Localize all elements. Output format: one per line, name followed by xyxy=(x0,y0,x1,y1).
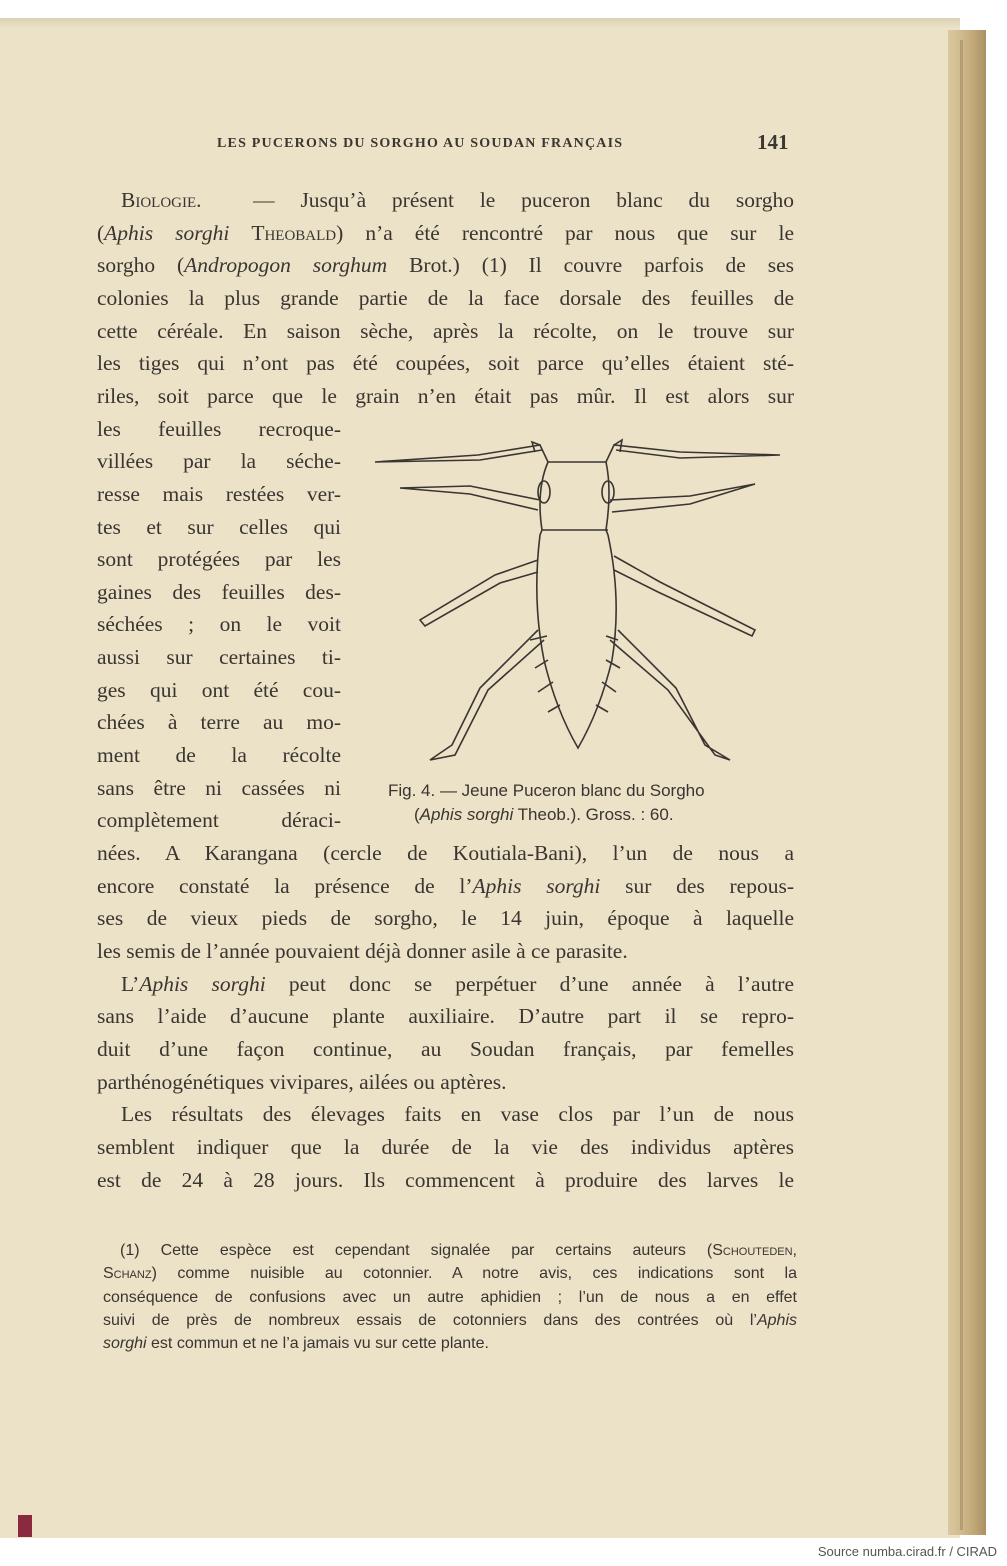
text-line xyxy=(97,708,341,736)
text-line xyxy=(97,447,341,475)
text-line xyxy=(97,1166,794,1194)
text-run: colonies la plus grande partie de la face dorsale des feuilles de xyxy=(97,285,794,310)
text-run: tes et sur celles qui xyxy=(97,514,341,539)
text-run: aussi sur certaines ti- xyxy=(97,645,341,670)
text-run: les tiges qui n’ont pas été coupées, soit parce qu’elles étaient sté- xyxy=(97,351,794,376)
text-run: suivi de près de nombreux essais de cotonniers dans des contrées où l’ xyxy=(103,1311,757,1329)
text-run: ment de la récolte xyxy=(97,743,341,768)
text-run: les semis de l’année pouvaient déjà donner asile à ce parasite. xyxy=(97,938,628,963)
text-run: conséquence de confusions avec un autre aphidien ; l’un de nous a en effet xyxy=(103,1288,797,1306)
source-credit: Source numba.cirad.fr / CIRAD xyxy=(817,1544,997,1559)
text-run: complètement déraci- xyxy=(97,808,341,833)
text-run: parthénogénétiques vivipares, ailées ou aptères. xyxy=(97,1069,507,1094)
text-run xyxy=(229,221,251,245)
text-run: Theob.). Gross. : 60. xyxy=(513,805,674,824)
binding-mark xyxy=(18,1515,32,1537)
text-line xyxy=(97,1068,794,1096)
text-run: ses de vieux pieds de sorgho, le 14 juin, époque à laquelle xyxy=(97,906,794,931)
text-line xyxy=(97,741,341,769)
text-run: duit d’une façon continue, au Soudan français, par femelles xyxy=(97,1036,794,1061)
small-caps-text: Theobald xyxy=(251,220,337,245)
text-line xyxy=(97,251,794,279)
text-run: L’ xyxy=(121,971,140,996)
italic-text: Aphis sorghi xyxy=(472,873,601,898)
text-run: villées par la séche- xyxy=(97,449,341,474)
italic-text: Andropogon sorghum xyxy=(184,253,388,278)
text-line xyxy=(97,676,341,704)
text-line xyxy=(121,186,794,214)
small-caps-text: Schouteden xyxy=(712,1242,793,1259)
text-line xyxy=(97,545,341,573)
text-run: (1) Cette espèce est cependant signalée par certains auteurs ( xyxy=(120,1242,713,1259)
text-run: , xyxy=(792,1242,797,1259)
text-line xyxy=(97,774,341,802)
running-title: LES PUCERONS DU SORGHO AU SOUDAN FRANÇAIS xyxy=(217,136,624,151)
text-run: est de 24 à 28 jours. Ils commencent à produire des larves le xyxy=(97,1167,794,1192)
text-line xyxy=(97,839,794,867)
text-run: ) n’a été rencontré par nous que sur le xyxy=(336,220,794,245)
text-run: ( xyxy=(414,805,420,824)
text-line xyxy=(97,937,794,965)
text-line xyxy=(97,578,341,606)
text-run: sont protégées par les xyxy=(97,547,341,572)
footnote-line xyxy=(103,1288,797,1308)
text-line xyxy=(97,1035,794,1063)
text-run: — Jusqu’à présent le puceron blanc du sorgho xyxy=(201,188,794,212)
text-run: Brot.) (1) Il couvre parfois de ses xyxy=(387,253,794,278)
text-line xyxy=(97,513,341,541)
aphid-legs xyxy=(400,484,755,760)
text-run: est commun et ne l’a jamais vu sur cette plante. xyxy=(146,1335,489,1353)
footnote-line xyxy=(103,1334,797,1354)
text-run: Fig. 4. — Jeune Puceron blanc du Sorgho xyxy=(388,781,705,800)
text-line xyxy=(97,317,794,345)
text-run: séchées ; on le voit xyxy=(97,612,341,637)
text-run: resse mais restées ver- xyxy=(97,481,341,506)
text-run: ges qui ont été cou- xyxy=(97,677,341,702)
italic-text: Aphis xyxy=(756,1311,797,1329)
text-line xyxy=(97,480,341,508)
text-line xyxy=(97,806,341,834)
text-line xyxy=(97,349,794,377)
text-line xyxy=(97,382,794,410)
italic-text: sorghi xyxy=(103,1335,147,1353)
text-run: riles, soit parce que le grain n’en était pas mûr. Il est alors sur xyxy=(97,383,794,408)
text-run: sur des repous- xyxy=(600,873,794,898)
text-run: chées à terre au mo- xyxy=(97,710,341,735)
small-caps-text: Schanz xyxy=(103,1265,152,1283)
small-caps-text: Biologie. xyxy=(121,188,202,212)
aphid-body xyxy=(530,462,620,748)
footnote-line xyxy=(120,1241,797,1261)
text-line xyxy=(97,610,341,638)
text-run: cette céréale. En saison sèche, après la récolte, on le trouve sur xyxy=(97,318,794,343)
text-run: sans l’aide d’aucune plante auxiliaire. D’autre part il se repro- xyxy=(97,1004,794,1029)
text-run: ) comme nuisible au cotonnier. A notre avis, ces indications sont la xyxy=(151,1265,797,1283)
text-line xyxy=(97,1002,794,1030)
text-line xyxy=(121,970,794,998)
text-run: peut donc se perpétuer d’une année à l’autre xyxy=(265,971,794,996)
page-edge-line xyxy=(960,40,963,1530)
text-run: ( xyxy=(97,220,105,245)
text-line xyxy=(97,415,341,443)
figure-caption-line-1 xyxy=(388,781,705,801)
text-run: nées. A Karangana (cercle de Koutiala-Bani), l’un de nous a xyxy=(97,841,794,865)
text-run: Les résultats des élevages faits en vase clos par l’un de nous xyxy=(121,1102,794,1127)
text-line xyxy=(97,872,794,900)
text-run: sans être ni cassées ni xyxy=(97,775,341,800)
page-number: 141 xyxy=(757,130,789,154)
italic-text: Aphis sorghi xyxy=(104,220,230,245)
text-run: gaines des feuilles des- xyxy=(97,579,341,604)
italic-text: Aphis sorghi xyxy=(419,805,514,824)
text-line xyxy=(97,643,341,671)
aphid-illustration xyxy=(365,430,795,770)
text-line xyxy=(97,284,794,312)
text-line xyxy=(97,1133,794,1161)
figure-caption-line-2 xyxy=(414,805,674,825)
footnote-line xyxy=(103,1311,797,1331)
text-run: les feuilles recroque- xyxy=(97,416,341,441)
page-top-shadow xyxy=(0,18,960,28)
aphid-antennae xyxy=(375,440,780,462)
text-run: encore constaté la présence de l’ xyxy=(97,873,473,898)
text-line xyxy=(97,904,794,932)
text-run: semblent indiquer que la durée de la vie des individus aptères xyxy=(97,1134,794,1159)
italic-text: Aphis sorghi xyxy=(139,971,266,996)
text-run: sorgho ( xyxy=(97,253,185,278)
text-line xyxy=(121,1100,794,1128)
footnote-line xyxy=(103,1264,797,1284)
text-line xyxy=(97,219,794,247)
page-stack-edge xyxy=(948,30,986,1535)
